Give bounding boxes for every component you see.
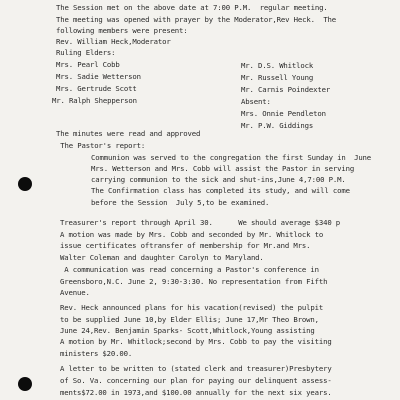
- elder-name: Mr. Ralph Shepperson: [52, 96, 137, 105]
- opening-line: The meeting was opened with prayer by the Moderator,Rev Heck. The: [56, 15, 337, 24]
- letter-line: of So. Va. concerning our plan for paying our delinquent assess-: [60, 376, 332, 385]
- pastor-report-line: carrying communion to the sick and shut-ins,June 4,7:00 P.M.: [91, 175, 346, 184]
- treasurer-line: issue certificates oftransfer of membership for Mr.and Mrs.: [60, 241, 311, 250]
- vacation-line: ministers $20.00.: [60, 349, 133, 358]
- elder-name: Mr. D.S. Whitlock: [241, 61, 314, 70]
- punch-hole-bottom: [18, 377, 32, 391]
- elder-name: Mr. Carnis Poindexter: [241, 85, 331, 94]
- treasurer-line: Treasurer's report through April 30. We should average $340 p: [60, 218, 341, 227]
- treasurer-line: Greensboro,N.C. June 2, 9:30-3:30. No representation from Fifth: [60, 277, 328, 286]
- elder-name: Mrs. Sadie Wetterson: [56, 72, 141, 81]
- moderator-line: Rev. William Heck,Moderator: [56, 37, 171, 46]
- letter-line: ments$72.00 in 1973,and $100.00 annually for the next six years.: [60, 388, 332, 397]
- absent-name: Mr. P.W. Giddings: [241, 121, 314, 130]
- letter-line: A letter to be written to (stated clerk and treasurer)Presbytery: [60, 364, 332, 373]
- ruling-elders-heading: Ruling Elders:: [56, 48, 116, 57]
- opening-line: The Session met on the above date at 7:00 P.M. regular meeting.: [56, 3, 328, 12]
- pastor-report-line: The Confirmation class has completed its study, and will come: [91, 186, 350, 195]
- vacation-line: June 24,Rev. Benjamin Sparks- Scott,Whitlock,Young assisting: [60, 326, 315, 335]
- elder-name: Mr. Russell Young: [241, 73, 314, 82]
- elder-name: Mrs. Gertrude Scott: [56, 84, 137, 93]
- treasurer-line: A communication was read concerning a Pastor's conference in: [60, 265, 319, 274]
- treasurer-line: A motion was made by Mrs. Cobb and seconded by Mr. Whitlock to: [60, 230, 324, 239]
- vacation-line: A motion by Mr. Whitlock;second by Mrs. Cobb to pay the visiting: [60, 337, 332, 346]
- minutes-approved-line: The minutes were read and approved: [56, 129, 201, 138]
- elder-name: Mrs. Pearl Cobb: [56, 60, 120, 69]
- treasurer-line: Avenue.: [60, 288, 90, 297]
- pastor-report-line: Mrs. Wetterson and Mrs. Cobb will assist the Pastor in serving: [91, 164, 355, 173]
- vacation-line: Rev. Heck announced plans for his vacation(revised) the pulpit: [60, 303, 324, 312]
- opening-line: following members were present:: [56, 26, 188, 35]
- absent-name: Mrs. Onnie Pendleton: [241, 109, 326, 118]
- treasurer-line: Walter Coleman and daughter Carolyn to Maryland.: [60, 253, 264, 262]
- absent-heading: Absent:: [241, 97, 271, 106]
- pastor-report-line: before the Session July 5,to be examined.: [91, 198, 270, 207]
- vacation-line: to be supplied June 10,by Elder Ellis; June 17,Mr Theo Brown,: [60, 315, 319, 324]
- pastor-report-heading: The Pastor's report:: [56, 141, 146, 150]
- pastor-report-line: Communion was served to the congregation the first Sunday in June: [91, 153, 372, 162]
- punch-hole-top: [18, 177, 32, 191]
